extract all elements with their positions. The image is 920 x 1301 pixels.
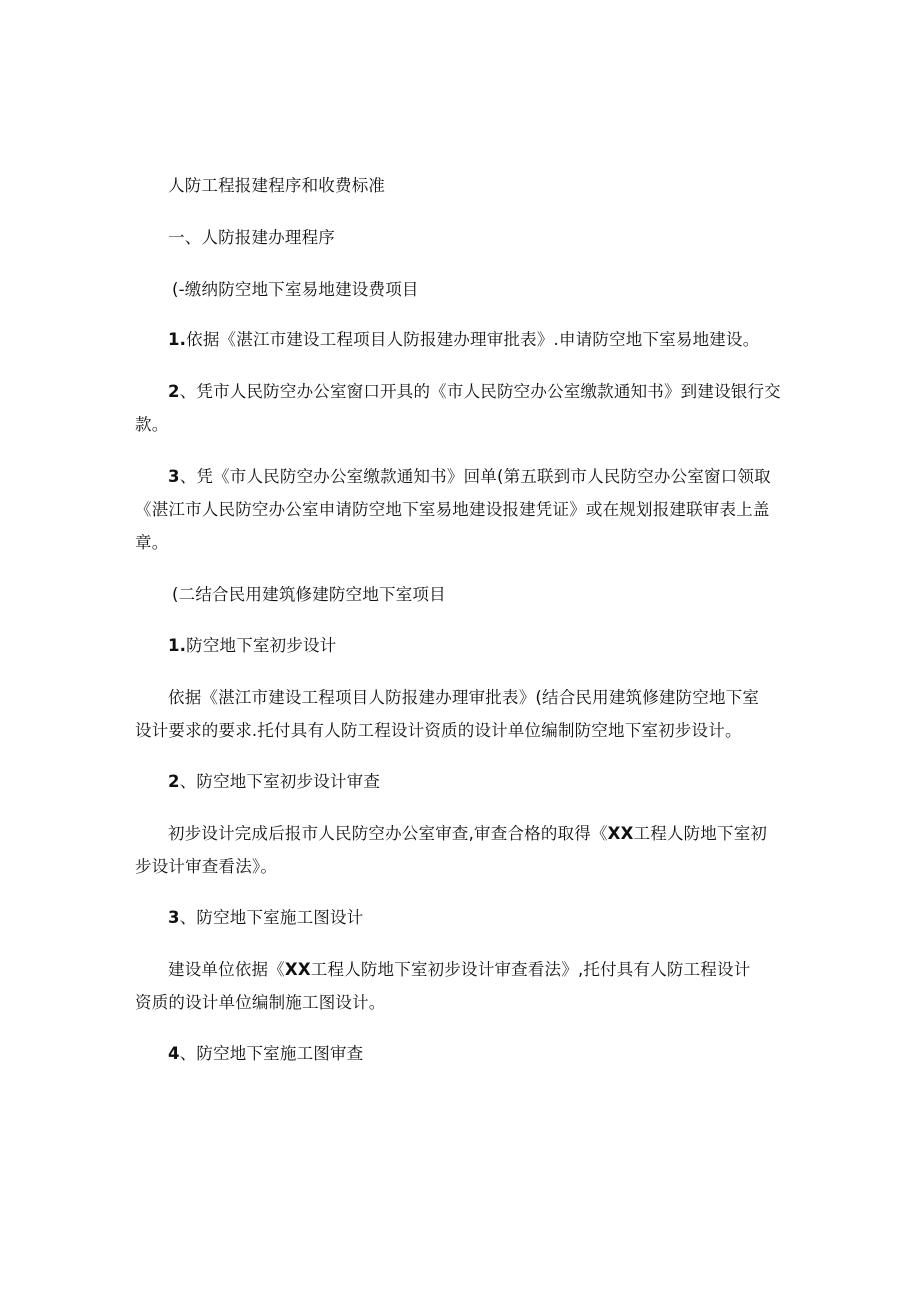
paragraph-2-2-line-1: 初步设计完成后报市人民防空办公室审查,审查合格的取得《XX工程人防地下室初 (168, 824, 768, 843)
subsection-heading-1: (-缴纳防空地下室易地建设费项目 (172, 280, 419, 299)
section-heading-1: 一、人防报建办理程序 (168, 228, 335, 247)
item-1-2-line-1: 2、凭市人民防空办公室窗口开具的《市人民防空办公室缴款通知书》到建设银行交 (168, 382, 781, 401)
paragraph-2-1-line-2: 设计要求的要求.托付具有人防工程设计资质的设计单位编制防空地下室初步设计。 (135, 721, 742, 740)
item-1-3-line-2: 《湛江市人民防空办公室申请防空地下室易地建设报建凭证》或在规划报建联审表上盖 (135, 500, 770, 519)
paragraph-2-1-line-1: 依据《湛江市建设工程项目人防报建办理审批表》(结合民用建筑修建防空地下室 (168, 688, 760, 707)
paragraph-2-3-line-2: 资质的设计单位编制施工图设计。 (135, 993, 386, 1012)
item-1-3-line-1: 3、凭《市人民防空办公室缴款通知书》回单(第五联到市人民防空办公室窗口领取 (168, 467, 771, 486)
item-2-1: 1.防空地下室初步设计 (168, 636, 337, 655)
item-2-4: 4、防空地下室施工图审查 (168, 1044, 364, 1063)
item-1-2-line-2: 款。 (135, 415, 169, 434)
item-1-3-line-3: 章。 (135, 533, 169, 552)
document-title: 人防工程报建程序和收费标准 (168, 176, 386, 195)
item-2-2: 2、防空地下室初步设计审查 (168, 772, 381, 791)
item-2-3: 3、防空地下室施工图设计 (168, 908, 364, 927)
paragraph-2-2-line-2: 步设计审查看法》。 (135, 857, 278, 876)
paragraph-2-3-line-1: 建设单位依据《XX工程人防地下室初步设计审查看法》,托付具有人防工程设计 (168, 960, 751, 979)
subsection-heading-2: (二结合民用建筑修建防空地下室项目 (172, 585, 446, 604)
item-1-1: 1.依据《湛江市建设工程项目人防报建办理审批表》.申请防空地下室易地建设。 (168, 330, 760, 349)
